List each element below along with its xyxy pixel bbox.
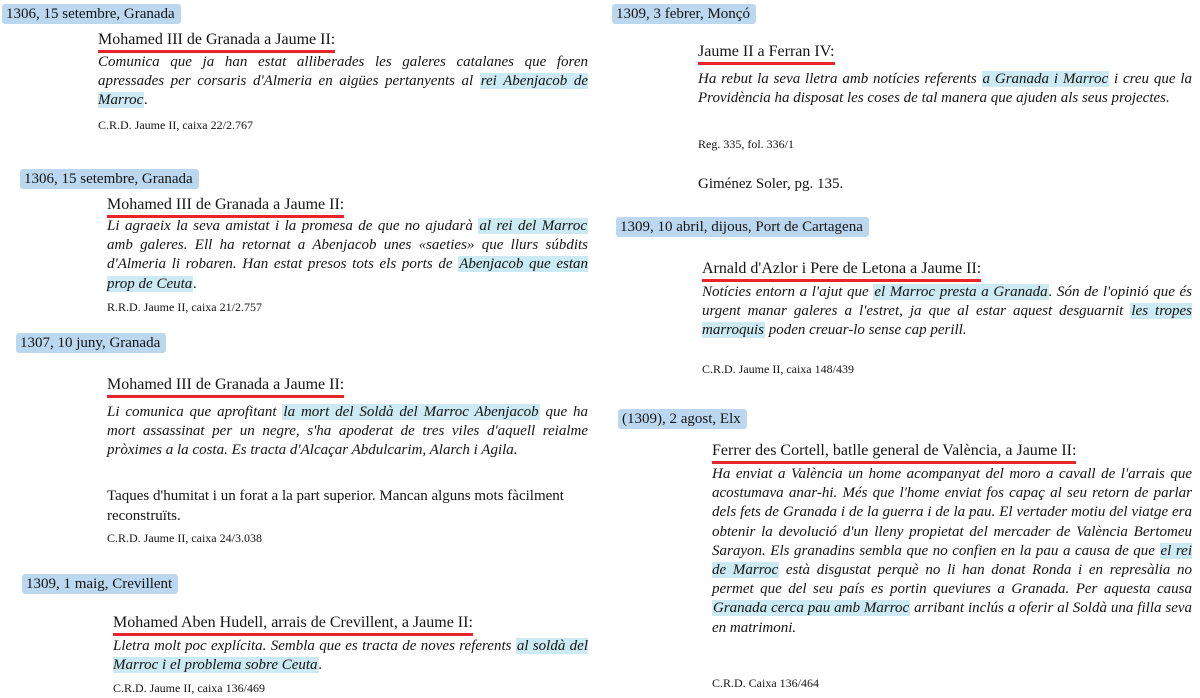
highlighted-phrase: Abenjacob que estan prop de Ceuta — [107, 256, 588, 292]
entry-heading: Mohamed III de Granada a Jaume II: — [107, 375, 344, 398]
entry-summary: Li agraeix la seva amistat i la promesa de que no ajudarà al rei del Marroc amb galeres. Ell ha retornat a Abenjacob unes «saeties» que llurs súbdits d'Almeria li robaren. Han estat presos tots els ports de Abenjacob que estan prop de Ceuta. — [107, 218, 588, 292]
entry-source: C.R.D. Jaume II, caixa 24/3.038 — [107, 531, 262, 545]
entry-summary: Notícies entorn a l'ajut que el Marroc presta a Granada. Són de l'opinió que és urgent manar galeres a l'estret, ja que al estar aquest desguarnit les tropes marroquis poden creuar-lo sense cap perill. — [702, 284, 1193, 339]
entry-source: C.R.D. Caixa 136/464 — [712, 676, 819, 690]
entry-summary: Li comunica que aprofitant la mort del Soldà del Marroc Abenjacob que ha mort assassinat per un negre, s'ha apoderat de tres viles d'aquell reialme pròximes a la costa. Es tracta d'Alcaçar Abdulcarim, Alarch i Agila. — [107, 404, 589, 459]
entry-source: Reg. 335, fol. 336/1 — [698, 137, 794, 151]
entry-date: (1309), 2 agost, Elx — [618, 409, 747, 429]
highlighted-phrase: el rei de Marroc — [712, 542, 1192, 579]
entry-date: 1309, 1 maig, Crevillent — [22, 574, 178, 594]
entry-summary: Ha rebut la seva lletra amb notícies referents a Granada i Marroc i creu que la Providència ha disposat les coses de tal manera que ajuden als seus projectes. — [698, 71, 1193, 107]
highlighted-phrase: les tropes marroquis — [702, 303, 1193, 339]
highlighted-phrase: al soldà del Marroc i el problema sobre Ceuta — [113, 638, 588, 674]
highlighted-phrase: a Granada i Marroc — [982, 71, 1109, 87]
entry-date: 1307, 10 juny, Granada — [16, 333, 166, 353]
entry-note: Giménez Soler, pg. 135. — [698, 176, 844, 192]
highlighted-phrase: rei Abenjacob de Marroc — [98, 73, 588, 109]
highlighted-phrase: la mort del Soldà del Marroc Abenjacob — [283, 404, 539, 420]
entry-heading: Jaume II a Ferran IV: — [698, 42, 835, 65]
entry-date: 1309, 10 abril, dijous, Port de Cartagena — [616, 217, 869, 237]
entry-date: 1309, 3 febrer, Monçó — [612, 4, 756, 24]
entry-note: Taques d'humitat i un forat a la part superior. Mancan alguns mots fàcilment reconstruïts. — [107, 488, 564, 524]
entry-heading: Ferrer des Cortell, batlle general de València, a Jaume II: — [712, 441, 1076, 464]
entry-heading: Mohamed III de Granada a Jaume II: — [107, 195, 344, 218]
highlighted-phrase: al rei del Marroc — [479, 218, 587, 234]
entry-source: C.R.D. Jaume II, caixa 148/439 — [702, 362, 854, 376]
entry-summary: Ha enviat a València un home acompanyat del moro a cavall de l'arrais que acostumava anar-hi. Més que l'home enviat fos capaç al seu retorn de parlar dels fets de Granada i de la guerra i de la pau. El vertader motiu del viatge era obtenir la devolució d'un lleny propietat del mercader de València Bertomeu Sarayon. Els granadins sembla que no confien en la pau a causa de que el rei de Marroc està disgustat perquè no li han donat Ronda i en represàlia no permet que del seu país es portin queviures a Granada. Per aquesta causa Granada cerca pau amb Marroc arribant inclús a oferir al Soldà una filla seva en matrimoni. — [712, 466, 1193, 636]
entry-date: 1306, 15 setembre, Granada — [20, 169, 199, 189]
highlighted-phrase: Granada cerca pau amb Marroc — [713, 600, 910, 617]
entry-heading: Arnald d'Azlor i Pere de Letona a Jaume II: — [702, 259, 981, 282]
highlighted-phrase: el Marroc presta a Granada — [874, 284, 1048, 300]
entry-date: 1306, 15 setembre, Granada — [2, 4, 181, 24]
entry-source: R.R.D. Jaume II, caixa 21/2.757 — [107, 300, 262, 314]
entry-heading: Mohamed Aben Hudell, arrais de Crevillent, a Jaume II: — [113, 613, 473, 636]
entry-summary: Lletra molt poc explícita. Sembla que es tracta de noves referents al soldà del Marroc i el problema sobre Ceuta. — [113, 638, 588, 674]
entry-summary: Comunica que ja han estat alliberades les galeres catalanes que foren apressades per corsaris d'Almeria en aigües pertanyents al rei Abenjacob de Marroc. — [98, 54, 588, 109]
entry-heading: Mohamed III de Granada a Jaume II: — [98, 30, 335, 53]
entry-source: C.R.D. Jaume II, caixa 136/469 — [113, 681, 265, 695]
entry-source: C.R.D. Jaume II, caixa 22/2.767 — [98, 118, 253, 132]
